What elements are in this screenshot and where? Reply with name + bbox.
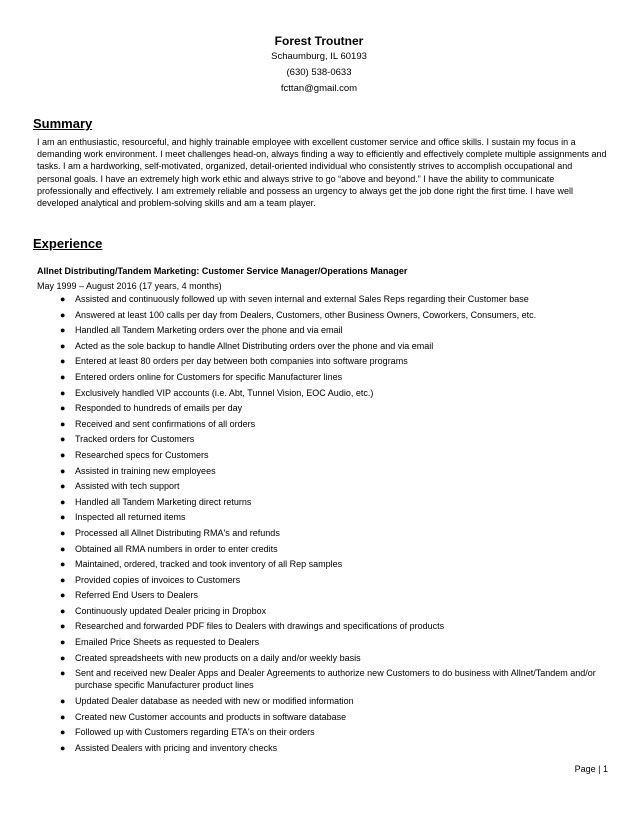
bullet-icon: ● [60, 496, 66, 507]
bullet-icon: ● [60, 727, 66, 738]
duty-text: Assisted with tech support [75, 481, 180, 492]
candidate-name: Forest Troutner [274, 34, 364, 48]
duty-item [37, 620, 612, 632]
duty-text: Tracked orders for Customers [75, 434, 195, 445]
duty-text: Emailed Price Sheets as requested to Dealers [75, 637, 260, 648]
duty-item [37, 402, 612, 414]
duty-text: Updated Dealer database as needed with new or modified information [75, 696, 354, 707]
duty-text: Created new Customer accounts and products in software database [75, 711, 347, 722]
job-entry [37, 264, 612, 757]
bullet-icon: ● [60, 309, 66, 320]
bullet-icon: ● [60, 668, 66, 679]
bullet-icon: ● [60, 371, 66, 382]
duty-item [37, 711, 612, 723]
duty-item [37, 605, 612, 617]
bullet-icon: ● [60, 711, 66, 722]
duty-item [37, 340, 612, 352]
duty-text: Acted as the sole backup to handle Allnet Distributing orders over the phone and via email [75, 340, 434, 351]
duty-item [37, 726, 612, 738]
duty-text: Researched specs for Customers [75, 449, 209, 460]
duty-text: Inspected all returned items [75, 512, 186, 523]
duty-text: Answered at least 100 calls per day from Dealers, Customers, other Business Owners, Coworkers, Consumers, etc. [75, 309, 537, 320]
duty-text: Continuously updated Dealer pricing in Dropbox [75, 605, 267, 616]
bullet-icon: ● [60, 403, 66, 414]
summary-text: I am an enthusiastic, resourceful, and highly trainable employee with excellent customer service and office skills. I sustain my focus in a demanding work environment. I meet challenges head-on, always finding a way to efficiently and effectively complete multiple assignments and tasks. I am a hardworking, self-motivated, organized, detail-oriented individual who consistently strives to accomplish occupational and personal goals. I have an extremely high work ethic and always strive to go “above and beyond.” I have the ability to communicate professionally and effectively. I am extremely reliable and possess an urgency to always get the job done right the first time. I have well developed analytical and problem-solving skills and am a team player. [37, 137, 607, 209]
bullet-icon: ● [60, 742, 66, 753]
duty-item [37, 324, 612, 336]
duty-item [37, 667, 612, 691]
bullet-icon: ● [60, 652, 66, 663]
experience-heading: Experience [33, 236, 103, 251]
duty-item [37, 496, 612, 508]
bullet-icon: ● [60, 543, 66, 554]
duty-item [37, 695, 612, 707]
duty-item [37, 636, 612, 648]
bullet-icon: ● [60, 449, 66, 460]
duty-item [37, 355, 612, 367]
duty-item [37, 449, 612, 461]
duty-text: Sent and received new Dealer Apps and Dealer Agreements to authorize new Customers to do business with Allnet/Tandem and/or purchase specific Manufacturer product lines [75, 668, 596, 691]
address: Schaumburg, IL 60193 [271, 51, 367, 62]
bullet-icon: ● [60, 590, 66, 601]
resume-header [0, 33, 638, 97]
duty-text: Processed all Allnet Distributing RMA's and refunds [75, 527, 280, 538]
phone: (630) 538-0633 [286, 67, 352, 78]
duty-text: Created spreadsheets with new products on a daily and/or weekly basis [75, 652, 361, 663]
bullet-icon: ● [60, 696, 66, 707]
duty-text: Handled all Tandem Marketing orders over the phone and via email [75, 325, 343, 336]
bullet-icon: ● [60, 465, 66, 476]
duty-text: Referred End Users to Dealers [75, 590, 199, 601]
bullet-icon: ● [60, 605, 66, 616]
duty-item [37, 480, 612, 492]
bullet-icon: ● [60, 574, 66, 585]
duty-text: Responded to hundreds of emails per day [75, 403, 243, 414]
bullet-icon: ● [60, 527, 66, 538]
duty-item [37, 387, 612, 399]
job-title: Allnet Distributing/Tandem Marketing: Customer Service Manager/Operations Manager [37, 266, 408, 276]
summary-heading: Summary [33, 116, 93, 131]
duty-text: Provided copies of invoices to Customers [75, 574, 241, 585]
duty-item [37, 465, 612, 477]
bullet-icon: ● [60, 434, 66, 445]
duty-item [37, 418, 612, 430]
job-dates: May 1999 – August 2016 (17 years, 4 months) [37, 281, 222, 291]
bullet-icon: ● [60, 387, 66, 398]
duty-text: Entered orders online for Customers for specific Manufacturer lines [75, 371, 343, 382]
email: fcttan@gmail.com [280, 83, 358, 94]
duty-text: Assisted in training new employees [75, 465, 216, 476]
duty-text: Researched and forwarded PDF files to Dealers with drawings and specifications of products [75, 621, 445, 632]
duty-text: Assisted and continuously followed up with seven internal and external Sales Reps regarding their Customer base [75, 294, 529, 304]
bullet-icon: ● [60, 340, 66, 351]
duty-item [37, 742, 612, 754]
duty-item [37, 574, 612, 586]
duty-text: Maintained, ordered, tracked and took inventory of all Rep samples [75, 559, 343, 570]
duty-text: Exclusively handled VIP accounts (i.e. Abt, Tunnel Vision, EOC Audio, etc.) [75, 387, 374, 398]
bullet-icon: ● [60, 325, 66, 336]
duty-list [37, 293, 612, 754]
duty-item [37, 293, 612, 305]
duty-item [37, 558, 612, 570]
duty-item [37, 433, 612, 445]
duty-text: Handled all Tandem Marketing direct returns [75, 496, 252, 507]
duty-item [37, 543, 612, 555]
bullet-icon: ● [60, 418, 66, 429]
bullet-icon: ● [60, 512, 66, 523]
duty-text: Obtained all RMA numbers in order to enter credits [75, 543, 278, 554]
bullet-icon: ● [60, 294, 66, 304]
bullet-icon: ● [60, 621, 66, 632]
duty-item [37, 589, 612, 601]
bullet-icon: ● [60, 559, 66, 570]
duty-item [37, 371, 612, 383]
duty-item [37, 527, 612, 539]
duty-text: Followed up with Customers regarding ETA's on their orders [75, 727, 315, 738]
duty-item [37, 309, 612, 321]
duty-text: Entered at least 80 orders per day between both companies into software programs [75, 356, 408, 367]
page-number: Page | 1 [574, 764, 608, 774]
duty-text: Received and sent confirmations of all orders [75, 418, 256, 429]
duty-text: Assisted Dealers with pricing and inventory checks [75, 742, 278, 753]
bullet-icon: ● [60, 356, 66, 367]
bullet-icon: ● [60, 481, 66, 492]
bullet-icon: ● [60, 637, 66, 648]
duty-item [37, 652, 612, 664]
duty-item [37, 511, 612, 523]
